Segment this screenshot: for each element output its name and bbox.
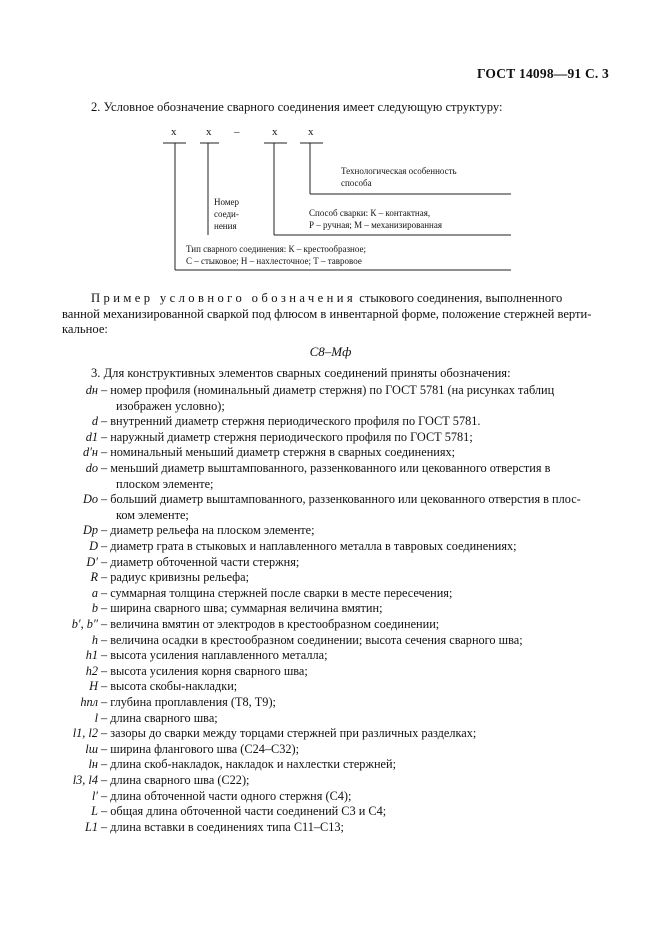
definition-text: – глубина проплавления (Т8, Т9); xyxy=(101,695,276,709)
definition-symbol: L1 xyxy=(85,819,98,834)
definition-text: – диаметр обточенной части стержня; xyxy=(101,554,300,569)
example-line1-rest: стыкового соединения, выполненного xyxy=(356,291,563,305)
paragraph-2: 2. Условное обозначение сварного соединения имеет следующую структуру: xyxy=(91,100,503,114)
definition-symbol: dн xyxy=(85,383,98,397)
definition-symbol: b′, b″ xyxy=(71,617,98,631)
definition-symbol: R xyxy=(90,570,98,585)
example-line1 xyxy=(91,291,562,306)
definition-symbol: d xyxy=(91,414,98,429)
definition-symbol: hпл xyxy=(80,695,98,709)
definition-text: – ширина флангового шва (С24–С32); xyxy=(101,741,300,756)
label-tip-line2: С – стыковое; Н – нахлесточное; Т – тавровое xyxy=(186,256,362,266)
definition-text: – больший диаметр выштампованного, раззенкованного или цекованного отверстия в плос- xyxy=(101,492,581,507)
example-line3: кальное: xyxy=(62,322,108,336)
label-nomer-line1: Номер xyxy=(214,197,240,207)
example-line2: ванной механизированной сваркой под флюсом в инвентарной форме, положение стержней верти- xyxy=(62,307,592,321)
label-tech-line2: способа xyxy=(341,178,372,188)
definition-symbol: Dо xyxy=(82,492,98,507)
definition-symbol: lн xyxy=(88,757,98,772)
definition-symbol: h xyxy=(91,632,98,647)
definition-text: – диаметр рельефа на плоском элементе; xyxy=(101,523,315,538)
definition-text: – длина вставки в соединениях типа С11–С13; xyxy=(101,819,344,834)
definition-symbol: h1 xyxy=(85,648,98,663)
x-mark-3: x xyxy=(272,126,278,138)
definition-symbol: Dр xyxy=(82,523,98,538)
definition-text: – длина скоб-накладок, накладок и нахлестки стержней; xyxy=(101,757,396,772)
page-header: ГОСТ 14098—91 С. 3 xyxy=(476,66,609,81)
definition-symbol: d′н xyxy=(83,445,98,460)
example-spaced-title: Пример условного обозначения xyxy=(91,291,357,305)
definition-text: – высота скобы-накладки; xyxy=(101,679,238,694)
definition-text: – длина сварного шва (С22); xyxy=(101,773,250,787)
definition-text: – длина обточенной части одного стержня (С4); xyxy=(101,788,352,803)
definition-text: – длина сварного шва; xyxy=(101,710,218,725)
label-tip-line1: Тип сварного соединения: К – крестообразное; xyxy=(186,244,366,254)
definition-text: – диаметр грата в стыковых и наплавленного металла в тавровых соединениях; xyxy=(101,539,517,553)
definition-symbol: l3, l4 xyxy=(72,773,98,787)
definition-text: – общая длина обточенной части соединений С3 и С4; xyxy=(101,804,387,819)
definition-symbol: a xyxy=(91,585,98,600)
definition-text: – номер профиля (номинальный диаметр стержня) по ГОСТ 5781 (на рисунках таблиц xyxy=(101,383,555,397)
definition-text: – ширина сварного шва; суммарная величина вмятин; xyxy=(101,601,383,616)
definition-symbol: H xyxy=(89,679,98,694)
definition-symbol: l′ xyxy=(91,788,98,803)
definition-symbol: b xyxy=(91,601,98,616)
definition-text: – номинальный меньший диаметр стержня в сварных соединениях; xyxy=(101,445,456,460)
definition-symbol: h2 xyxy=(85,663,98,678)
definition-symbol: dо xyxy=(85,461,98,475)
example-code: С8–Мф xyxy=(309,344,352,359)
definition-text-continuation: ком элементе; xyxy=(116,507,189,522)
definition-text: – высота усиления корня сварного шва; xyxy=(101,663,308,678)
definition-text: – наружный диаметр стержня периодического профиля по ГОСТ 5781; xyxy=(101,429,473,444)
definition-text-continuation: плоском элементе; xyxy=(116,476,214,491)
label-nomer-line3: нения xyxy=(214,221,237,231)
x-mark-4: x xyxy=(308,126,314,138)
definition-text: – радиус кривизны рельефа; xyxy=(101,570,250,585)
definition-text: – суммарная толщина стержней после сварки в месте пересечения; xyxy=(101,585,453,600)
definition-text: – внутренний диаметр стержня периодического профиля по ГОСТ 5781. xyxy=(101,414,481,429)
definition-symbol: D xyxy=(89,539,98,553)
definition-text: – высота усиления наплавленного металла; xyxy=(101,648,328,663)
definition-text: – меньший диаметр выштампованного, раззенкованного или цекованного отверстия в xyxy=(101,461,551,475)
definition-text: – зазоры до сварки между торцами стержней при различных разделках; xyxy=(101,726,477,741)
paragraph-3: 3. Для конструктивных элементов сварных соединений приняты обозначения: xyxy=(91,366,511,380)
definition-symbol: d1 xyxy=(85,429,98,444)
definition-symbol: l xyxy=(94,710,98,725)
definition-symbol: L xyxy=(91,804,98,819)
x-mark-1: x xyxy=(171,126,177,138)
definition-text-continuation: изображен условно); xyxy=(116,398,225,413)
dash-mark: – xyxy=(234,126,240,138)
definition-symbol: lш xyxy=(85,741,98,756)
label-sposob-line2: Р – ручная; М – механизированная xyxy=(309,220,442,230)
label-nomer-line2: соеди- xyxy=(214,209,239,219)
definition-text: – величина осадки в крестообразном соединении; высота сечения сварного шва; xyxy=(101,632,523,647)
label-tech-line1: Технологическая особенность xyxy=(341,166,457,176)
label-sposob-line1: Способ сварки: К – контактная, xyxy=(309,208,431,218)
definition-symbol: l1, l2 xyxy=(72,726,98,741)
definition-text: – величина вмятин от электродов в крестообразном соединении; xyxy=(101,617,440,631)
definition-symbol: D′ xyxy=(86,554,98,569)
x-mark-2: x xyxy=(206,126,212,138)
